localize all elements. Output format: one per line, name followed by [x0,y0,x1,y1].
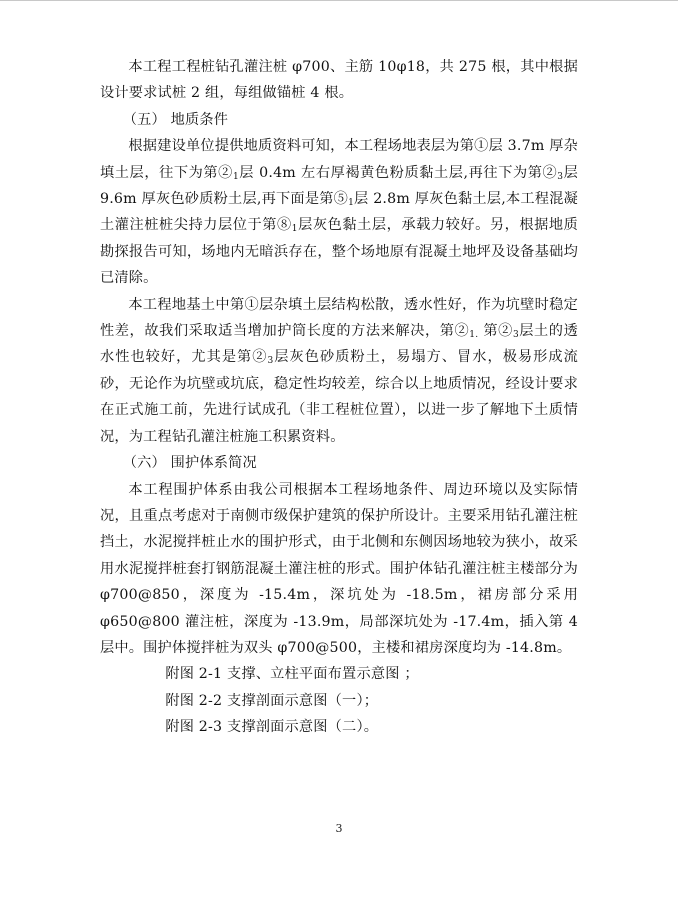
paragraph-retaining-system: 本工程围护体系由我公司根据本工程场地条件、周边环境以及实际情况，且重点考虑对于南侧市级保护建筑的保护所设计。主要采用钻孔灌注桩挡土，水泥搅拌桩止水的围护形式，由于北侧和东侧因场地较为狭小，故采用水泥搅拌桩套打钢筋混凝土灌注桩的形式。围护体钻孔灌注桩主楼部分为 φ700@850，深度为 -15.4m，深坑处为 -18.5m，裙房部分采用 φ650@800 灌注桩，深度为 -13.9m，局部深坑处为 -17.4m，插入第 4 层中。围护体搅拌桩为双头 φ700@500，主楼和裙房深度均为 -14.8m。 [100,481,578,656]
paragraph-geology-layers: 根据建设单位提供地质资料可知，本工程场地表层为第①层 3.7m 厚杂填土层，往下为第$②_1$层 0.4m 左右厚褐黄色粉质黏土层,再往下为第$②_3$层 9.6m 厚灰色砂质粉土层,再下面是第$⑤_1$层 2.8m 厚灰色黏土层,本工程混凝土灌注桩桩尖持力层位于第$⑧_1$层灰色黏土层，承载力较好。另，根据地质勘探报告可知，场地内无暗浜存在，整个场地原有混凝土地坪及设备基础均已清除。 [100,138,578,287]
heading-retaining-system: （六） 围护体系简况 [122,455,257,472]
page-top-border [0,0,678,1]
document-page [100,54,578,741]
attachment-item: 附图 2-1 支撑、立柱平面布置示意图 ； [165,666,419,683]
page-number: 3 [335,822,343,835]
heading-geology: （五） 地质条件 [122,111,229,128]
attachment-item: 附图 2-3 支撑剖面示意图（二）。 [165,719,379,736]
attachment-item: 附图 2-2 支撑剖面示意图（一）； [165,692,379,709]
paragraph-soil-analysis: 本工程地基土中第①层杂填土层结构松散，透水性好，作为坑壁时稳定性差，故我们采取适当增加护筒长度的方法来解决，第$②_{1.}$ 第$②_3$层土的透水性也较好，尤其是第$②_3$层灰色砂质粉土，易塌方、冒水，极易形成流砂，无论作为坑壁或坑底，稳定性均较差，综合以上地质情况，经设计要求在正式施工前，先进行试成孔（非工程桩位置），以进一步了解地下土质情况，为工程钻孔灌注桩施工积累资料。 [100,296,578,445]
paragraph-pile-summary: 本工程工程桩钻孔灌注桩 φ700、主筋 10φ18，共 275 根，其中根据设计要求试桩 2 组，每组做锚桩 4 根。 [100,59,578,102]
